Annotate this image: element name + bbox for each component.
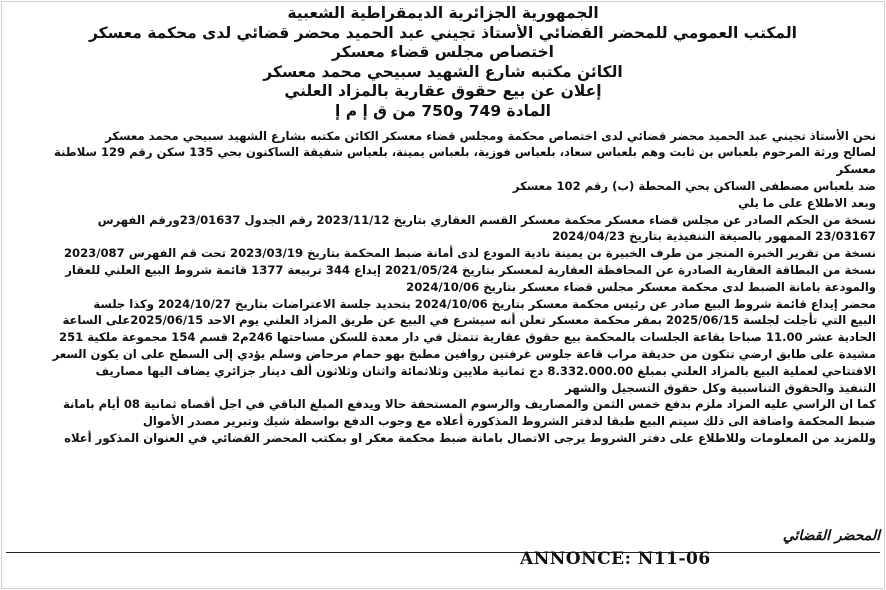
annonce-number: ANNONCE: N11-06 (520, 549, 711, 569)
body-line: نسخة من الحكم الصادر عن مجلس قضاء معسكر محكمة معسكر القسم العقاري بتاريخ 2023/11/12 رقم الجدول 23/01637ورقم الفهرس (97, 212, 876, 227)
body-line: نسخة من تقرير الخبرة المنجز من طرف الخبيرة بن يمينة نادية المودع لدى أمانة ضبط المحكمة بتاريخ 2023/03/19 تحت قم الفهرس 2023/087 (63, 246, 876, 261)
notice-body (10, 128, 876, 447)
body-line: الافتتاحي لعملية البيع بالمزاد العلني بمبلغ 8.332.000.00 دج ثمانية ملايين وثلاثمائة واثنان وثلاثون ألف دينار جزائري يضاف اليها مصاريف (95, 363, 876, 378)
header-line: المكتب العمومي للمحضر القضائي الأستاذ تجيني عبد الحميد محضر قضائي لدى محكمة معسكر (89, 23, 797, 42)
bailiff-signature: المحضر القضائي (782, 528, 880, 544)
body-line: كما ان الراسي عليه المزاد ملزم بدفع خمس الثمن والمصاريف والرسوم المستحقة حالا ويدفع المبلغ الباقي في اجل أقصاه ثمانية 08 أيام بامانة (62, 397, 876, 412)
divider (6, 552, 880, 553)
body-line: التنفيذ والحقوق التناسبية وكل حقوق التسجيل والشهر (565, 380, 876, 395)
body-line: ضد بلعباس مصطفى الساكن بحي المحطة (ب) رقم 102 معسكر (512, 178, 876, 193)
body-line: البيع التي تأجلت لجلسة 2025/06/15 بمقر محكمة معسكر تعلن أنه سيشرع في البيع عن طريق المزاد العلني يوم الاحد 2025/06/15على الساعة (62, 313, 876, 328)
header-line: اختصاص مجلس قضاء معسكر (332, 43, 554, 62)
notice-header (10, 4, 876, 122)
body-line: معسكر (836, 162, 876, 177)
body-line: لصالح ورثة المرحوم بلعباس بن ثابت وهم بلعباس سعاد، بلعباس فوزية، بلعباس يمينة، بلعباس شفيقة الساكنون بحي 135 سكن رقم 129 سلاطنة (54, 145, 876, 160)
body-line: ضبط المحكمة واضافة الى ذلك سيتم البيع طبقا لدفتر الشروط المذكورة أعلاه مع وجوب الدفع بواسطة شيك وتبرير مصدر الأموال (142, 414, 876, 429)
body-line: نحن الأستاذ تجيني عبد الحميد محضر قضائي لدى اختصاص محكمة ومجلس قضاء معسكر الكائن مكتبه بشارع الشهيد سبيحي محمد معسكر (105, 128, 876, 143)
header-line: إعلان عن بيع حقوق عقارية بالمزاد العلني (284, 82, 602, 101)
body-line: وبعد الاطلاع على ما يلي (738, 195, 876, 210)
body-line: والمودعة بامانة الضبط لدى محكمة معسكر مجلس قضاء معسكر بتاريخ 2024/10/06 (406, 279, 876, 294)
header-line: الكائن مكتبه شارع الشهيد سبيحي محمد معسكر (263, 62, 623, 81)
header-line: المادة 749 و750 من ق إ م إ (335, 101, 551, 120)
body-line: محضر إيداع قائمة شروط البيع صادر عن رئيس محكمة معسكر بتاريخ 2024/10/06 بتحديد جلسة الاعتراضات بتاريخ 2024/10/27 وكذا جلسة (93, 296, 876, 311)
body-line: مشيدة على طابق ارضي تتكون من حديقة مراب قاعة جلوس غرفتين روافين مطبخ بهو حمام مرحاض وسلم يؤدي إلى السطح على ان يكون السعر (52, 346, 876, 361)
body-line: الحادية عشر 11.00 صباحا بقاعة الجلسات بالمحكمة بيع حقوق عقارية تتمثل في دار معدة للسكن مساحتها 246م2 قسم 154 مجموعة ملكية 251 (59, 330, 876, 345)
body-line: وللمزيد من المعلومات وللاطلاع على دفتر الشروط يرجى الاتصال بامانة ضبط محكمة معكر او بمكتب المحضر القضائي في العنوان المذكور أعلاه (64, 430, 876, 445)
body-line: 23/03167 الممهور بالصيغة التنفيذية بتاريخ 2024/04/23 (552, 229, 876, 244)
header-line: الجمهورية الجزائرية الديمقراطية الشعبية (287, 4, 599, 22)
body-line: نسخة من البطاقة العقارية الصادرة عن المحافظة العقارية لمعسكر بتاريخ 2021/05/24 إيداع 344 تربيعة 1377 قائمة شروط البيع العلني للعقار (65, 262, 876, 277)
